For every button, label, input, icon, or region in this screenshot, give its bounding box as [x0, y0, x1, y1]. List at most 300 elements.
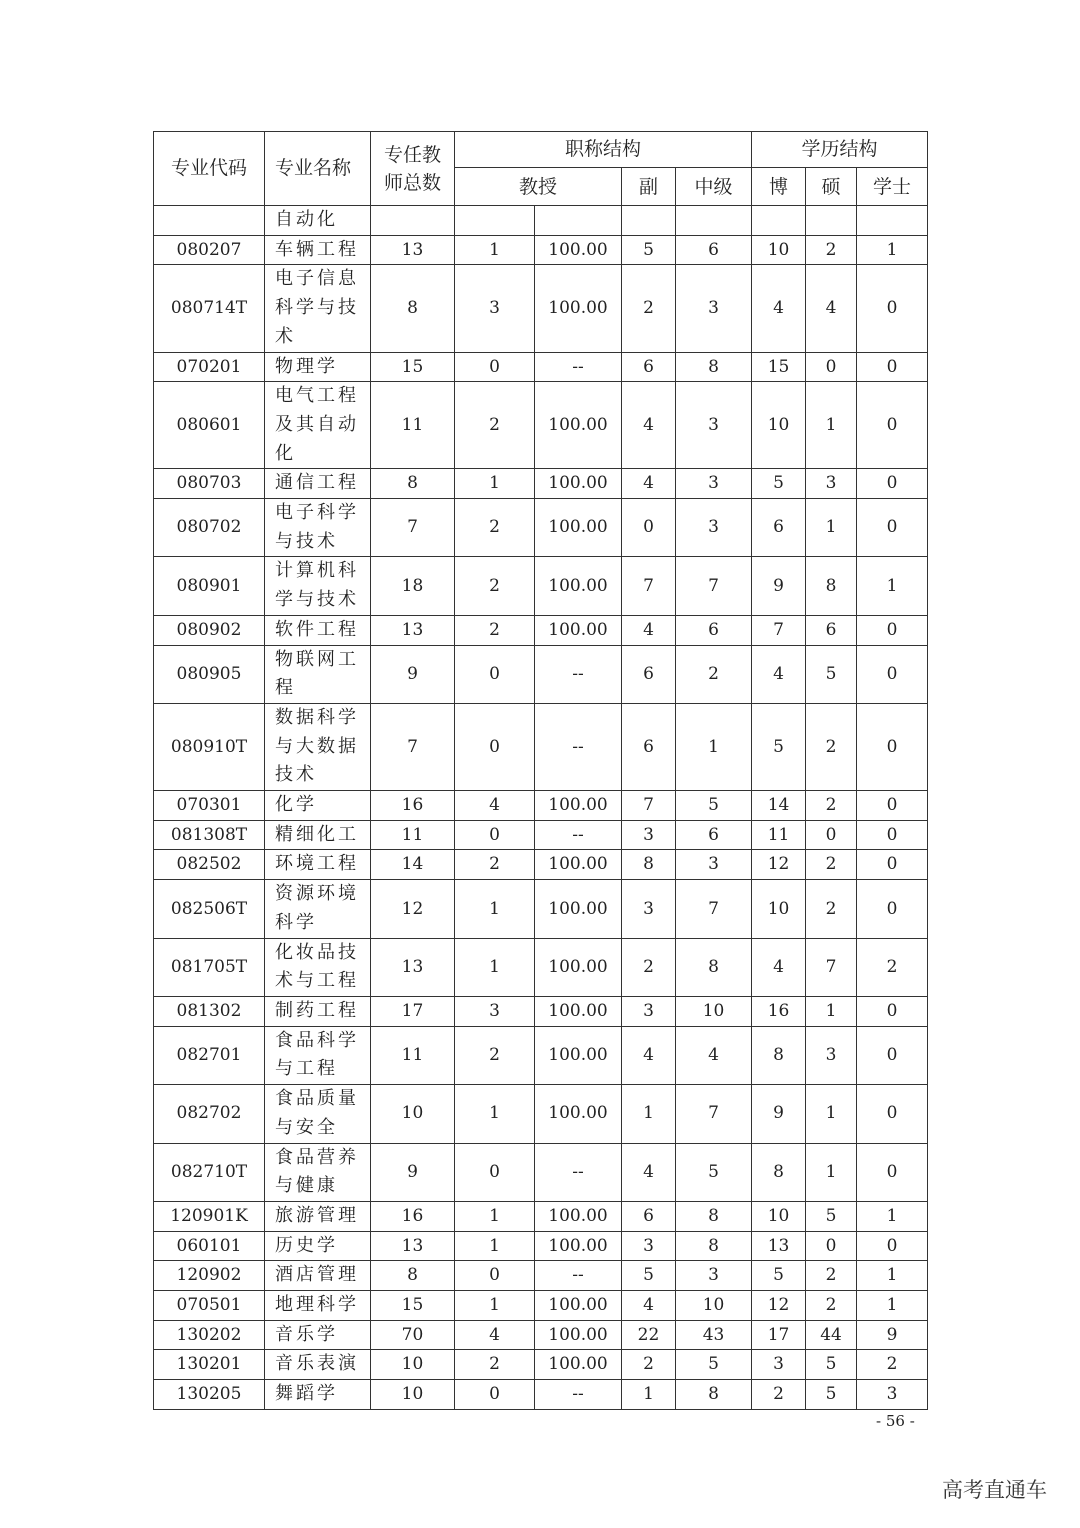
cell-phd: 15 [752, 352, 806, 382]
cell-phd: 4 [752, 645, 806, 703]
cell-assoc: 6 [622, 1201, 676, 1231]
cell-master: 0 [806, 820, 857, 850]
cell-pct: -- [535, 1261, 622, 1291]
cell-assoc: 4 [622, 469, 676, 499]
cell-master: 2 [806, 850, 857, 880]
cell-pct: -- [535, 820, 622, 850]
cell-pct: 100.00 [535, 469, 622, 499]
cell-assoc: 5 [622, 1261, 676, 1291]
cell-prof: 1 [455, 1231, 535, 1261]
cell-total: 15 [371, 1291, 455, 1321]
cell-bachelor: 0 [857, 645, 928, 703]
cell-pct: 100.00 [535, 791, 622, 821]
cell-prof: 1 [455, 235, 535, 265]
cell-prof: 1 [455, 1291, 535, 1321]
cell-name: 物理学 [265, 352, 371, 382]
cell-master: 4 [806, 265, 857, 352]
cell-code: 081705T [154, 938, 265, 996]
cell-bachelor: 0 [857, 382, 928, 469]
cell-master: 5 [806, 645, 857, 703]
cell-name: 计算机科学与技术 [265, 557, 371, 615]
cell-master: 0 [806, 352, 857, 382]
cell-code: 080601 [154, 382, 265, 469]
cell-code: 080207 [154, 235, 265, 265]
cell-bachelor: 0 [857, 880, 928, 938]
header-assoc: 副 [638, 175, 658, 198]
cell-assoc: 2 [622, 1350, 676, 1380]
cell-pct: -- [535, 645, 622, 703]
cell-total: 12 [371, 880, 455, 938]
cell-bachelor: 2 [857, 1350, 928, 1380]
header-mid: 中级 [694, 175, 733, 198]
cell-master: 2 [806, 880, 857, 938]
cell-mid: 10 [676, 1291, 752, 1321]
cell-master: 5 [806, 1201, 857, 1231]
cell-master: 5 [806, 1350, 857, 1380]
cell-code: 080902 [154, 615, 265, 645]
cell-mid: 1 [676, 703, 752, 790]
table-row [154, 469, 928, 499]
cell-total: 14 [371, 850, 455, 880]
cell-code: 120902 [154, 1261, 265, 1291]
cell-code: 080901 [154, 557, 265, 615]
cell-pct: 100.00 [535, 850, 622, 880]
cell-assoc: 22 [622, 1320, 676, 1350]
cell-master: 1 [806, 1143, 857, 1201]
cell-bachelor: 0 [857, 265, 928, 352]
cell-total: 13 [371, 938, 455, 996]
table-row [154, 352, 928, 382]
cell-pct: 100.00 [535, 615, 622, 645]
cell-name: 地理科学 [265, 1291, 371, 1321]
cell-pct: 100.00 [535, 265, 622, 352]
cell-master: 44 [806, 1320, 857, 1350]
cell-prof: 2 [455, 850, 535, 880]
table-row [154, 382, 928, 469]
cell-assoc: 4 [622, 1291, 676, 1321]
cell-name: 自动化 [265, 206, 371, 236]
cell-phd: 10 [752, 235, 806, 265]
cell-pct: 100.00 [535, 1320, 622, 1350]
cell-bachelor: 0 [857, 352, 928, 382]
cell-code: 082502 [154, 850, 265, 880]
cell-prof: 0 [455, 1380, 535, 1410]
header-total: 专任教师总数 [371, 132, 455, 206]
cell-total: 15 [371, 352, 455, 382]
cell-pct: 100.00 [535, 557, 622, 615]
cell-phd: 3 [752, 1350, 806, 1380]
cell-master: 8 [806, 557, 857, 615]
header-phd: 博 [769, 175, 789, 198]
header-code: 专业代码 [154, 132, 265, 206]
table-row [154, 1201, 928, 1231]
cell-name: 音乐表演 [265, 1350, 371, 1380]
table-row [154, 235, 928, 265]
cell-mid: 5 [676, 791, 752, 821]
table-row [154, 557, 928, 615]
cell-pct: -- [535, 703, 622, 790]
table-row [154, 703, 928, 790]
cell-name: 食品科学与工程 [265, 1026, 371, 1084]
cell-bachelor: 0 [857, 1231, 928, 1261]
cell-mid: 3 [676, 850, 752, 880]
table-row [154, 1231, 928, 1261]
cell-phd: 16 [752, 996, 806, 1026]
cell-pct: 100.00 [535, 1201, 622, 1231]
cell-pct: 100.00 [535, 499, 622, 557]
cell-prof: 1 [455, 880, 535, 938]
cell-bachelor: 0 [857, 1143, 928, 1201]
cell-mid: 5 [676, 1143, 752, 1201]
cell-total: 9 [371, 645, 455, 703]
cell-bachelor: 1 [857, 1201, 928, 1231]
table-row-continuation [154, 206, 928, 236]
faculty-table [153, 131, 928, 1410]
cell-total: 8 [371, 265, 455, 352]
cell-master: 7 [806, 938, 857, 996]
cell-bachelor: 2 [857, 938, 928, 996]
cell-total: 11 [371, 1026, 455, 1084]
cell-mid: 6 [676, 235, 752, 265]
table-row [154, 1291, 928, 1321]
cell-prof: 1 [455, 938, 535, 996]
cell-total: 11 [371, 382, 455, 469]
cell-phd: 4 [752, 938, 806, 996]
cell-name: 食品营养与健康 [265, 1143, 371, 1201]
cell-phd: 12 [752, 850, 806, 880]
cell-total: 70 [371, 1320, 455, 1350]
cell-bachelor: 0 [857, 469, 928, 499]
cell-master: 0 [806, 1231, 857, 1261]
cell-prof: 0 [455, 645, 535, 703]
cell-master: 3 [806, 469, 857, 499]
cell-prof: 4 [455, 1320, 535, 1350]
cell-mid: 3 [676, 265, 752, 352]
cell-pct: 100.00 [535, 880, 622, 938]
table-row [154, 820, 928, 850]
cell-bachelor: 0 [857, 791, 928, 821]
cell-pct: 100.00 [535, 1231, 622, 1261]
cell-master: 1 [806, 1085, 857, 1143]
cell-mid: 8 [676, 1201, 752, 1231]
cell-bachelor: 1 [857, 1261, 928, 1291]
table-row [154, 1320, 928, 1350]
cell-name: 环境工程 [265, 850, 371, 880]
cell-assoc: 7 [622, 791, 676, 821]
header-prof: 教授 [518, 175, 557, 198]
cell-name: 旅游管理 [265, 1201, 371, 1231]
cell-prof: 3 [455, 265, 535, 352]
cell-mid: 8 [676, 352, 752, 382]
cell-assoc: 4 [622, 1026, 676, 1084]
cell-name: 化妆品技术与工程 [265, 938, 371, 996]
cell-prof: 0 [455, 1143, 535, 1201]
table-row [154, 791, 928, 821]
cell-phd: 7 [752, 615, 806, 645]
cell-pct: 100.00 [535, 938, 622, 996]
cell-phd: 10 [752, 1201, 806, 1231]
cell-mid: 3 [676, 382, 752, 469]
cell-code: 080905 [154, 645, 265, 703]
table-row [154, 615, 928, 645]
cell-total: 13 [371, 615, 455, 645]
cell-name: 食品质量与安全 [265, 1085, 371, 1143]
cell-code: 120901K [154, 1201, 265, 1231]
cell-mid: 8 [676, 1231, 752, 1261]
cell-assoc: 5 [622, 235, 676, 265]
cell-assoc: 8 [622, 850, 676, 880]
cell-total: 8 [371, 469, 455, 499]
cell-code: 080703 [154, 469, 265, 499]
cell-code: 080714T [154, 265, 265, 352]
cell-assoc: 4 [622, 615, 676, 645]
cell-mid: 10 [676, 996, 752, 1026]
cell-name: 车辆工程 [265, 235, 371, 265]
cell-prof: 2 [455, 1350, 535, 1380]
cell-assoc: 3 [622, 820, 676, 850]
cell-phd: 4 [752, 265, 806, 352]
cell-assoc: 7 [622, 557, 676, 615]
cell-code: 070501 [154, 1291, 265, 1321]
cell-phd: 12 [752, 1291, 806, 1321]
cell-bachelor: 0 [857, 850, 928, 880]
cell-name: 历史学 [265, 1231, 371, 1261]
table-row [154, 499, 928, 557]
cell-code: 060101 [154, 1231, 265, 1261]
cell-mid: 7 [676, 1085, 752, 1143]
cell-prof: 0 [455, 352, 535, 382]
cell-prof: 0 [455, 820, 535, 850]
cell-bachelor: 0 [857, 820, 928, 850]
header-bachelor: 学士 [873, 175, 912, 198]
cell-bachelor: 1 [857, 235, 928, 265]
cell-assoc: 3 [622, 1231, 676, 1261]
cell-total: 18 [371, 557, 455, 615]
cell-total: 7 [371, 703, 455, 790]
cell-prof: 1 [455, 469, 535, 499]
cell-assoc: 6 [622, 645, 676, 703]
header-name: 专业名称 [265, 132, 371, 206]
cell-code: 082710T [154, 1143, 265, 1201]
cell-prof: 1 [455, 1201, 535, 1231]
cell-pct: 100.00 [535, 382, 622, 469]
cell-pct: -- [535, 352, 622, 382]
cell-name: 电气工程及其自动化 [265, 382, 371, 469]
cell-prof: 0 [455, 1261, 535, 1291]
table-row [154, 1085, 928, 1143]
cell-assoc: 6 [622, 703, 676, 790]
cell-bachelor: 0 [857, 1085, 928, 1143]
cell-total: 8 [371, 1261, 455, 1291]
cell-total: 16 [371, 1201, 455, 1231]
cell-phd: 9 [752, 1085, 806, 1143]
cell-code: 080702 [154, 499, 265, 557]
cell-assoc: 1 [622, 1380, 676, 1410]
cell-bachelor: 0 [857, 615, 928, 645]
table-row [154, 1380, 928, 1410]
page-number: - 56 - [876, 1412, 915, 1430]
cell-name: 资源环境科学 [265, 880, 371, 938]
cell-name: 精细化工 [265, 820, 371, 850]
cell-total: 7 [371, 499, 455, 557]
cell-bachelor: 3 [857, 1380, 928, 1410]
cell-prof: 2 [455, 499, 535, 557]
cell-total: 13 [371, 235, 455, 265]
watermark: 高考直通车 [942, 1478, 1047, 1502]
cell-code: 081302 [154, 996, 265, 1026]
cell-prof: 2 [455, 1026, 535, 1084]
cell-name: 化学 [265, 791, 371, 821]
cell-code: 070301 [154, 791, 265, 821]
cell-mid: 4 [676, 1026, 752, 1084]
cell-name: 电子信息科学与技术 [265, 265, 371, 352]
cell-name: 酒店管理 [265, 1261, 371, 1291]
cell-pct: 100.00 [535, 1291, 622, 1321]
cell-mid: 8 [676, 938, 752, 996]
cell-total: 17 [371, 996, 455, 1026]
cell-total: 10 [371, 1350, 455, 1380]
cell-code: 080910T [154, 703, 265, 790]
cell-phd: 13 [752, 1231, 806, 1261]
cell-assoc: 2 [622, 265, 676, 352]
cell-name: 制药工程 [265, 996, 371, 1026]
cell-master: 3 [806, 1026, 857, 1084]
cell-mid: 5 [676, 1350, 752, 1380]
cell-assoc: 4 [622, 1143, 676, 1201]
cell-bachelor: 0 [857, 1026, 928, 1084]
cell-phd: 9 [752, 557, 806, 615]
cell-phd: 8 [752, 1026, 806, 1084]
cell-total: 10 [371, 1085, 455, 1143]
cell-phd: 14 [752, 791, 806, 821]
cell-mid: 7 [676, 557, 752, 615]
cell-pct: 100.00 [535, 1085, 622, 1143]
cell-code: 082701 [154, 1026, 265, 1084]
header-edu-structure: 学历结构 [752, 132, 928, 168]
cell-assoc: 4 [622, 382, 676, 469]
cell-phd: 5 [752, 1261, 806, 1291]
cell-master: 5 [806, 1380, 857, 1410]
cell-prof: 2 [455, 557, 535, 615]
table-row [154, 1261, 928, 1291]
cell-phd: 10 [752, 382, 806, 469]
cell-mid: 3 [676, 469, 752, 499]
cell-assoc: 2 [622, 938, 676, 996]
table-row [154, 265, 928, 352]
cell-pct: -- [535, 1143, 622, 1201]
cell-mid: 6 [676, 820, 752, 850]
cell-code: 130202 [154, 1320, 265, 1350]
cell-code: 082506T [154, 880, 265, 938]
cell-mid: 8 [676, 1380, 752, 1410]
cell-mid: 2 [676, 645, 752, 703]
cell-code: 070201 [154, 352, 265, 382]
cell-name: 物联网工程 [265, 645, 371, 703]
cell-pct: 100.00 [535, 1350, 622, 1380]
cell-master: 2 [806, 1261, 857, 1291]
cell-pct: -- [535, 1380, 622, 1410]
cell-prof: 2 [455, 615, 535, 645]
header-master: 硕 [821, 175, 841, 198]
cell-name: 舞蹈学 [265, 1380, 371, 1410]
cell-bachelor: 0 [857, 499, 928, 557]
cell-phd: 17 [752, 1320, 806, 1350]
cell-master: 1 [806, 382, 857, 469]
table-row [154, 645, 928, 703]
cell-code: 130201 [154, 1350, 265, 1380]
cell-total: 9 [371, 1143, 455, 1201]
cell-prof: 1 [455, 1085, 535, 1143]
cell-assoc: 3 [622, 996, 676, 1026]
cell-phd: 10 [752, 880, 806, 938]
cell-phd: 5 [752, 469, 806, 499]
cell-bachelor: 0 [857, 703, 928, 790]
cell-total: 16 [371, 791, 455, 821]
cell-mid: 7 [676, 880, 752, 938]
cell-code: 082702 [154, 1085, 265, 1143]
cell-phd: 5 [752, 703, 806, 790]
cell-master: 1 [806, 996, 857, 1026]
cell-master: 2 [806, 235, 857, 265]
cell-phd: 11 [752, 820, 806, 850]
cell-name: 音乐学 [265, 1320, 371, 1350]
table-row [154, 996, 928, 1026]
cell-pct: 100.00 [535, 1026, 622, 1084]
cell-total: 11 [371, 820, 455, 850]
cell-code: 081308T [154, 820, 265, 850]
cell-pct: 100.00 [535, 996, 622, 1026]
cell-name: 数据科学与大数据技术 [265, 703, 371, 790]
cell-name: 软件工程 [265, 615, 371, 645]
header-title-structure: 职称结构 [455, 132, 752, 168]
table-row [154, 1143, 928, 1201]
cell-master: 6 [806, 615, 857, 645]
cell-prof: 2 [455, 382, 535, 469]
cell-master: 2 [806, 791, 857, 821]
cell-assoc: 6 [622, 352, 676, 382]
cell-prof: 3 [455, 996, 535, 1026]
cell-phd: 6 [752, 499, 806, 557]
cell-prof: 0 [455, 703, 535, 790]
cell-total: 13 [371, 1231, 455, 1261]
table-row [154, 880, 928, 938]
cell-bachelor: 1 [857, 1291, 928, 1321]
cell-prof: 4 [455, 791, 535, 821]
cell-assoc: 3 [622, 880, 676, 938]
cell-phd: 8 [752, 1143, 806, 1201]
table-row [154, 1026, 928, 1084]
cell-assoc: 1 [622, 1085, 676, 1143]
cell-name: 电子科学与技术 [265, 499, 371, 557]
cell-pct: 100.00 [535, 235, 622, 265]
cell-bachelor: 0 [857, 996, 928, 1026]
cell-master: 2 [806, 1291, 857, 1321]
cell-mid: 43 [676, 1320, 752, 1350]
cell-bachelor: 1 [857, 557, 928, 615]
cell-bachelor: 9 [857, 1320, 928, 1350]
table-row [154, 850, 928, 880]
cell-mid: 3 [676, 1261, 752, 1291]
cell-total: 10 [371, 1380, 455, 1410]
cell-mid: 3 [676, 499, 752, 557]
cell-name: 通信工程 [265, 469, 371, 499]
cell-phd: 2 [752, 1380, 806, 1410]
table-row [154, 938, 928, 996]
cell-master: 1 [806, 499, 857, 557]
cell-code: 130205 [154, 1380, 265, 1410]
cell-master: 2 [806, 703, 857, 790]
cell-mid: 6 [676, 615, 752, 645]
